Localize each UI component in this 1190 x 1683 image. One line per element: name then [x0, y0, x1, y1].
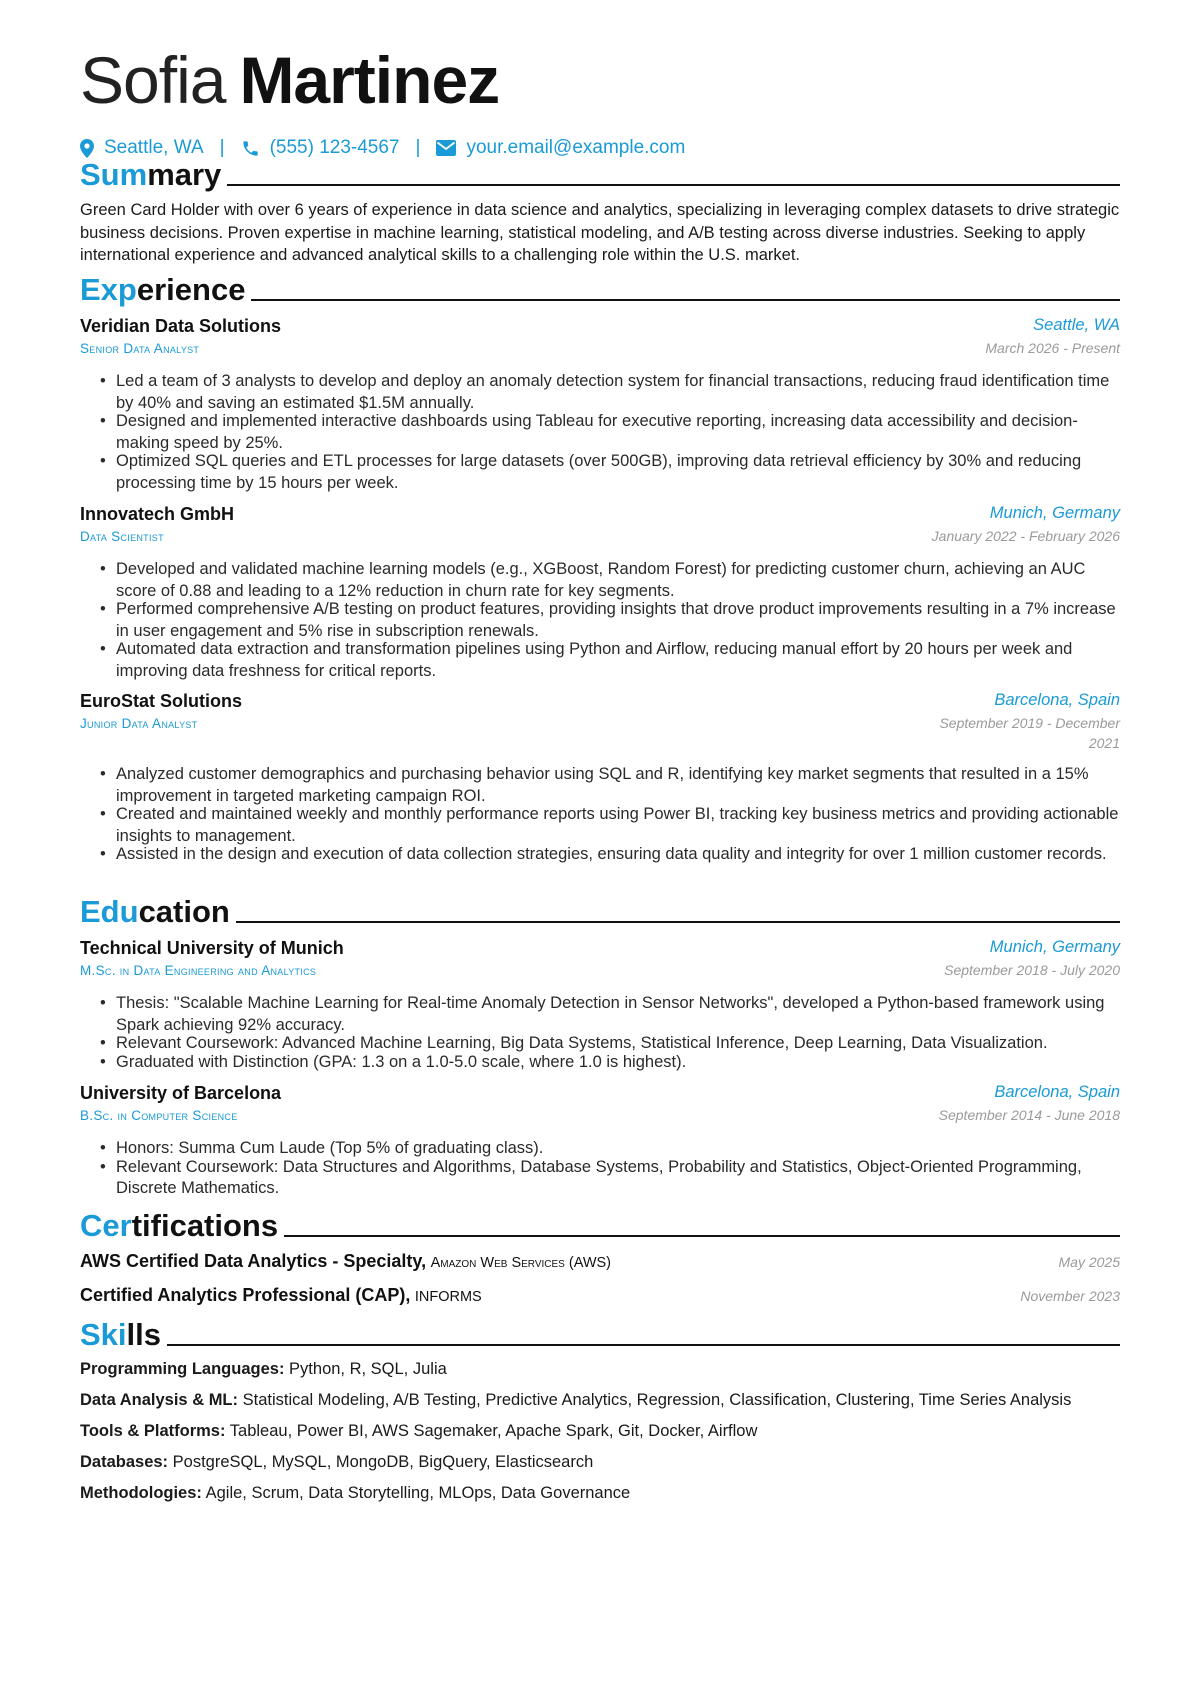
skill-label: Data Analysis & ML: [80, 1391, 239, 1409]
certification-separator: , [421, 1251, 427, 1271]
section-title-rest: cation [138, 894, 230, 929]
education-bullets [80, 1138, 1120, 1197]
section-title-rest: lls [126, 1317, 161, 1352]
phone-icon [241, 139, 260, 158]
employer-name: Veridian Data Solutions [80, 316, 282, 336]
section-title-rest: erience [136, 272, 246, 307]
skill-row [80, 1391, 1071, 1410]
list-item: • Relevant Coursework: Advanced Machine Learning, Big Data Systems, Statistical Inference, Deep Learning, Data Visualization. [80, 1033, 1120, 1055]
location-text: Seattle, WA [104, 137, 204, 158]
job-bullets [80, 371, 1120, 491]
list-item: • Relevant Coursework: Data Structures and Algorithms, Database Systems, Probability and Statistics, Object-Oriented Programming, Discrete Mathematics. [80, 1157, 1120, 1200]
skill-row [80, 1484, 630, 1503]
certification-issuer: Amazon Web Services (AWS) [430, 1255, 612, 1271]
school-location: Barcelona, Spain [994, 1083, 1120, 1101]
skill-value: Tableau, Power BI, AWS Sagemaker, Apache Spark, Git, Docker, Airflow [229, 1422, 758, 1440]
certification-name: AWS Certified Data Analytics - Specialty [80, 1251, 422, 1271]
contact-separator: | [219, 137, 225, 158]
skills-heading [80, 1316, 1120, 1354]
skill-label: Methodologies: [80, 1484, 202, 1502]
school-name: Technical University of Munich [80, 938, 344, 958]
job-bullets [80, 764, 1120, 863]
section-title-accent: Sum [80, 157, 148, 192]
certification-date: May 2025 [1058, 1254, 1120, 1270]
skill-value: Python, R, SQL, Julia [289, 1360, 447, 1378]
summary-text: Green Card Holder with over 6 years of experience in data science and analytics, specializing in leveraging complex datasets to drive strategic business decisions. Proven expertise in machine learning, statistical modeling, and A/B testing across diverse industries. Seeking to apply international experience and advanced analytical skills to a challenging role within the U.S. market. [80, 201, 1120, 264]
job-dates: January 2022 - February 2026 [931, 528, 1120, 544]
certification-item [80, 1251, 611, 1272]
list-item: • Assisted in the design and execution of data collection strategies, ensuring data quality and integrity for over 1 million customer records. [80, 844, 1120, 866]
job-location: Barcelona, Spain [994, 691, 1120, 709]
section-title-accent: Cer [80, 1208, 132, 1243]
school-location: Munich, Germany [989, 938, 1120, 956]
skill-value: Statistical Modeling, A/B Testing, Predictive Analytics, Regression, Classification, Clustering, Time Series Analysis [242, 1391, 1072, 1409]
list-item: • Designed and implemented interactive dashboards using Tableau for executive reporting, increasing data accessibility and decision-making speed by 25%. [80, 411, 1120, 454]
job-title: Senior Data Analyst [80, 341, 200, 356]
school-dates: September 2018 - July 2020 [944, 962, 1120, 978]
section-rule [251, 299, 1120, 301]
section-rule [167, 1344, 1120, 1346]
job-location: Munich, Germany [989, 504, 1120, 522]
section-rule [284, 1235, 1120, 1237]
certification-date: November 2023 [1020, 1288, 1120, 1304]
list-item: • Developed and validated machine learning models (e.g., XGBoost, Random Forest) for predicting customer churn, achieving an AUC score of 0.88 and leading to a 12% reduction in churn rate for key segments. [80, 559, 1120, 602]
email-link[interactable]: your.email@example.com [466, 137, 686, 158]
certification-issuer: INFORMS [414, 1289, 482, 1305]
education-bullets [80, 993, 1120, 1070]
section-title-accent: Exp [80, 272, 137, 307]
skill-row [80, 1422, 757, 1441]
certification-separator: , [405, 1285, 411, 1305]
education-heading [80, 893, 1120, 931]
section-title-accent: Ski [80, 1317, 127, 1352]
contact-separator: | [415, 137, 421, 158]
certification-name: Certified Analytics Professional (CAP) [80, 1285, 406, 1305]
envelope-icon [436, 140, 456, 156]
employer-name: EuroStat Solutions [80, 691, 242, 711]
section-rule [227, 184, 1120, 186]
list-item: • Created and maintained weekly and monthly performance reports using Power BI, tracking key business metrics and providing actionable insights to management. [80, 804, 1120, 847]
list-item: • Graduated with Distinction (GPA: 1.3 on a 1.0-5.0 scale, where 1.0 is highest). [80, 1052, 1120, 1074]
job-title: Junior Data Analyst [80, 716, 198, 731]
first-name: Sofia [80, 43, 226, 117]
school-dates: September 2014 - June 2018 [938, 1107, 1120, 1123]
section-title-accent: Edu [80, 894, 139, 929]
job-dates: March 2026 - Present [985, 340, 1120, 356]
job-location: Seattle, WA [1033, 316, 1120, 334]
experience-heading [80, 271, 1120, 309]
school-name: University of Barcelona [80, 1083, 282, 1103]
list-item: • Honors: Summa Cum Laude (Top 5% of graduating class). [80, 1138, 1120, 1160]
list-item: • Automated data extraction and transformation pipelines using Python and Airflow, reducing manual effort by 20 hours per week and improving data freshness for critical reports. [80, 639, 1120, 682]
skill-label: Programming Languages: [80, 1360, 285, 1378]
section-rule [236, 921, 1120, 923]
phone-text: (555) 123-4567 [269, 137, 400, 158]
list-item: • Thesis: "Scalable Machine Learning for Real-time Anomaly Detection in Sensor Networks", developed a Python-based framework using Spark achieving 92% accuracy. [80, 993, 1120, 1036]
list-item: • Optimized SQL queries and ETL processes for large datasets (over 500GB), improving data retrieval efficiency by 30% and reducing processing time by 15 hours per week. [80, 451, 1120, 494]
degree: B.Sc. in Computer Science [80, 1108, 238, 1123]
skill-row [80, 1453, 593, 1472]
certification-item [80, 1285, 482, 1306]
skill-label: Databases: [80, 1453, 169, 1471]
job-title: Data Scientist [80, 529, 164, 544]
section-title-rest: tifications [131, 1208, 279, 1243]
skill-value: PostgreSQL, MySQL, MongoDB, BigQuery, Elasticsearch [172, 1453, 594, 1471]
summary-heading [80, 156, 1120, 194]
list-item: • Performed comprehensive A/B testing on product features, providing insights that drove product improvements resulting in a 7% increase in user engagement and 5% rise in subscription renewals. [80, 599, 1120, 642]
job-dates: September 2019 - December 2021 [939, 715, 1120, 751]
skill-value: Agile, Scrum, Data Storytelling, MLOps, Data Governance [205, 1484, 631, 1502]
list-item: • Led a team of 3 analysts to develop and deploy an anomaly detection system for financial transactions, reducing fraud identification time by 40% and saving an estimated $1.5M annually. [80, 371, 1120, 414]
degree: M.Sc. in Data Engineering and Analytics [80, 963, 317, 978]
candidate-name [80, 42, 499, 118]
skill-row [80, 1360, 447, 1379]
job-bullets [80, 559, 1120, 679]
certifications-heading [80, 1207, 1120, 1245]
skill-label: Tools & Platforms: [80, 1422, 226, 1440]
map-marker-icon [80, 139, 94, 158]
list-item: • Analyzed customer demographics and purchasing behavior using SQL and R, identifying key market segments that resulted in a 15% improvement in targeted marketing campaign ROI. [80, 764, 1120, 807]
section-title-rest: mary [147, 157, 222, 192]
last-name: Martinez [239, 43, 500, 117]
employer-name: Innovatech GmbH [80, 504, 235, 524]
